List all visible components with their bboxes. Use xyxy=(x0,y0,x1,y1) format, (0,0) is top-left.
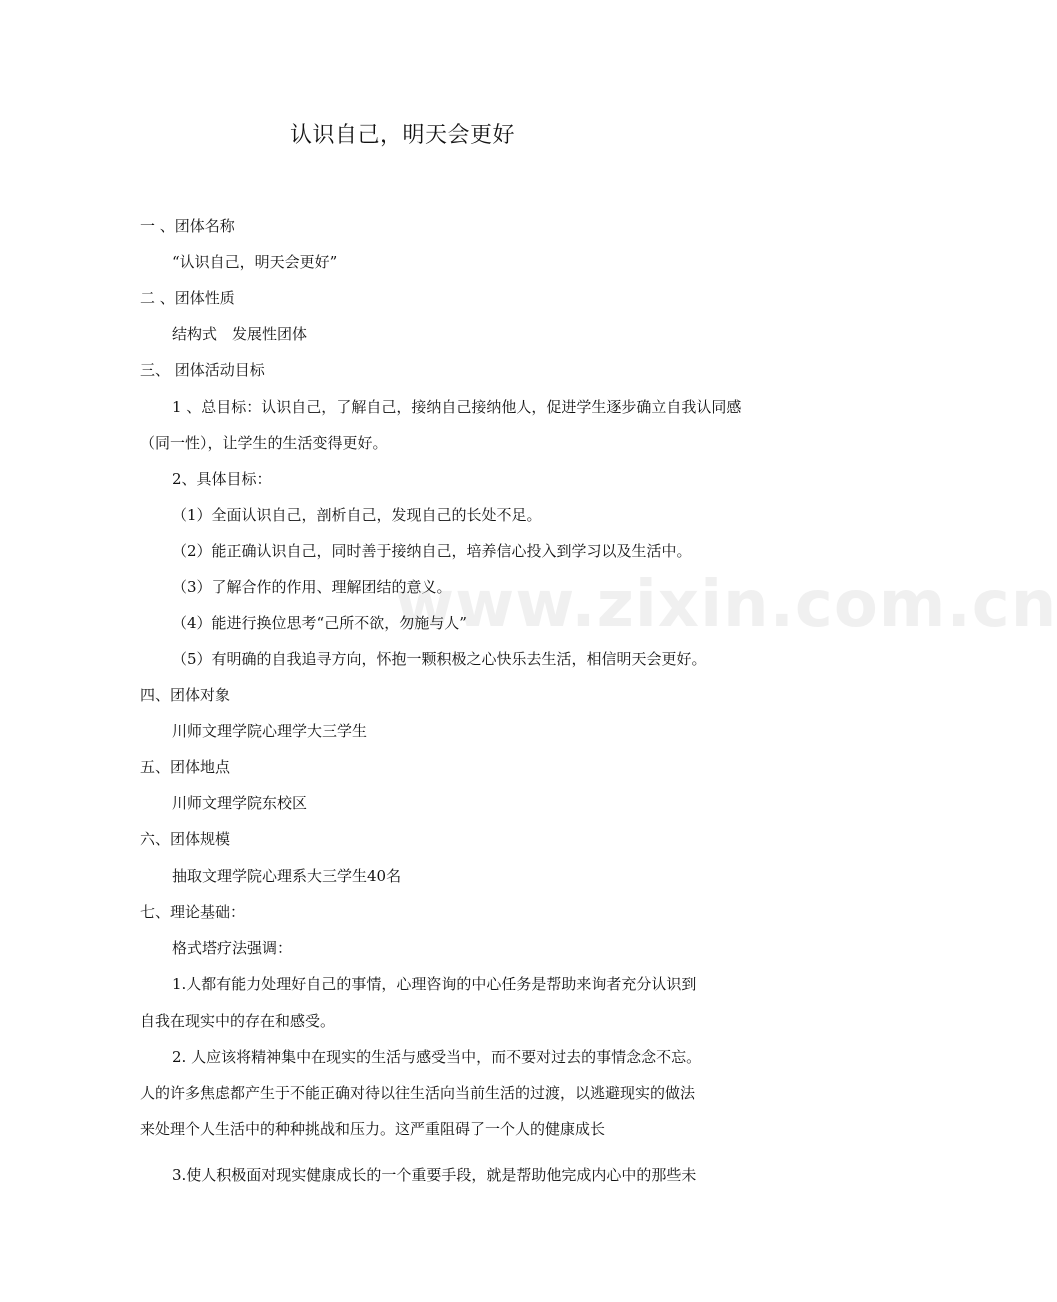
section-7-paragraph-2-line-2: 人的许多焦虑都产生于不能正确对待以往生活向当前生活的过渡，以逃避现实的做法 xyxy=(140,1084,696,1102)
section-3-item: （2）能正确认识自己，同时善于接纳自己，培养信心投入到学习以及生活中。 xyxy=(172,542,692,560)
section-3-heading: 三、 团体活动目标 xyxy=(140,361,265,379)
section-4-body: 川师文理学院心理学大三学生 xyxy=(172,722,368,740)
watermark: www.zixin.com.cn xyxy=(395,568,1057,642)
section-1-heading: 一 、团体名称 xyxy=(140,217,235,235)
section-7-paragraph-2-line-3: 来处理个人生活中的种种挑战和压力。这严重阻碍了一个人的健康成长 xyxy=(140,1120,606,1138)
section-7-heading: 七、理论基础： xyxy=(140,903,246,921)
section-3-goal2: 2、具体目标： xyxy=(172,470,272,488)
section-3-goal1-line1: 1 、总目标：认识自己，了解自己，接纳自己接纳他人，促进学生逐步确立自我认同感 xyxy=(172,398,742,416)
section-7-intro: 格式塔疗法强调： xyxy=(172,939,293,957)
section-5-body: 川师文理学院东校区 xyxy=(172,794,308,812)
section-4-heading: 四、团体对象 xyxy=(140,686,231,704)
section-3-item: （5）有明确的自我追寻方向，怀抱一颗积极之心快乐去生活，相信明天会更好。 xyxy=(172,650,707,668)
section-2-heading: 二 、团体性质 xyxy=(140,289,235,307)
section-2-body: 结构式 发展性团体 xyxy=(172,325,308,343)
section-7-paragraph-1-line-2: 自我在现实中的存在和感受。 xyxy=(140,1012,336,1030)
section-7-paragraph-1-line-1: 1.人都有能力处理好自己的事情，心理咨询的中心任务是帮助来询者充分认识到 xyxy=(172,975,697,993)
section-3-goal1-line2: （同一性），让学生的生活变得更好。 xyxy=(140,434,388,452)
section-3-item: （4）能进行换位思考“己所不欲，勿施与人” xyxy=(172,614,467,632)
section-3-item: （3）了解合作的作用、理解团结的意义。 xyxy=(172,578,452,596)
section-1-body: “认识自己，明天会更好” xyxy=(172,253,338,271)
section-6-heading: 六、团体规模 xyxy=(140,830,231,848)
section-6-body: 抽取文理学院心理系大三学生40名 xyxy=(172,867,402,885)
section-7-paragraph-2-line-1: 2. 人应该将精神集中在现实的生活与感受当中，而不要对过去的事情念念不忘。 xyxy=(172,1048,702,1066)
section-7-paragraph-3-line-1: 3.使人积极面对现实健康成长的一个重要手段，就是帮助他完成内心中的那些未 xyxy=(172,1166,697,1184)
section-3-item: （1）全面认识自己，剖析自己，发现自己的长处不足。 xyxy=(172,506,542,524)
document-title: 认识自己，明天会更好 xyxy=(290,123,516,148)
section-5-heading: 五、团体地点 xyxy=(140,758,231,776)
